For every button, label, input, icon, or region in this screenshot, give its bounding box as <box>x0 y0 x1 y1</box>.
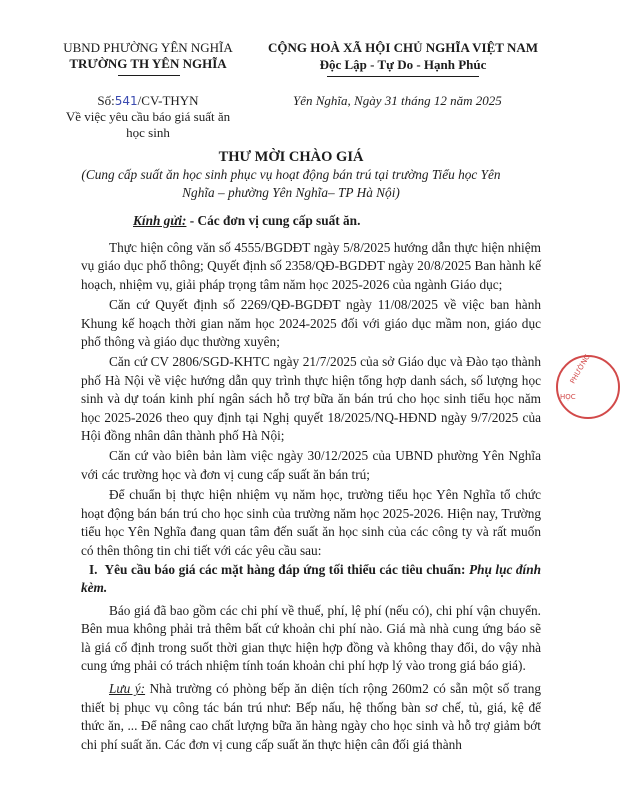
body-paragraph-2: Căn cứ Quyết định số 2269/QĐ-BGDĐT ngày 11/08/2025 về việc ban hành Khung kế hoạch thời gian năm học 2024-2025 đối với giáo dục mầm non, giáo dục phổ thông và giáo dục thường xuyên; <box>81 297 541 350</box>
org-underline <box>118 75 180 76</box>
recipient <box>133 213 360 229</box>
letter-title: THƯ MỜI CHÀO GIÁ <box>218 149 364 165</box>
stamp-text-top: PHƯỜNG <box>568 352 592 386</box>
note-text: Nhà trường có phòng bếp ăn diện tích rộng 260m2 có sẵn một số trang thiết bị phục vụ công tác bán trú như: Bếp nấu, hệ thống bàn sơ chế, tủ, giá, kệ để thức ăn, ... Để nâng cao chất lượng bữa ăn hàng ngày cho học sinh và hỗ trợ giảm bớt chi phí suất ăn. Các đơn vị cung cấp suất ăn thực hiện cân đối giá thành <box>81 681 542 752</box>
doc-number <box>63 93 233 109</box>
org-line-2: TRƯỜNG TH YÊN NGHĨA <box>69 56 227 71</box>
subject-line-1: Về việc yêu cầu báo giá suất ăn <box>65 109 231 124</box>
recipient-label: Kính gửi: <box>133 213 187 228</box>
body-paragraph-7 <box>81 680 541 754</box>
letter-subtitle-1: (Cung cấp suất ăn học sinh phục vụ hoạt động bán trú tại trường Tiểu học Yên <box>81 167 501 182</box>
doc-number-prefix: Số: <box>97 93 115 108</box>
nation-line-2: Độc Lập - Tự Do - Hạnh Phúc <box>319 57 487 72</box>
body-paragraph-3: Căn cứ CV 2806/SGD-KHTC ngày 21/7/2025 của sở Giáo dục và Đào tạo thành phố Hà Nội về việc hướng dẫn quy trình thực hiện tổng hợp danh sách, số lượng học sinh và dự toán kinh phí ngân sách hỗ trợ bữa ăn bán trú cho học sinh tiểu học năm học 2025-2026 theo quy định tại Nghị quyết 18/2025/NQ-HĐND ngày 9/7/2025 của Hội đồng nhân dân thành phố Hà Nội; <box>81 354 541 444</box>
red-seal-stamp <box>556 352 620 419</box>
org-line-1: UBND PHƯỜNG YÊN NGHĨA <box>63 40 233 55</box>
subject-line-2: học sinh <box>126 125 170 140</box>
note-label: Lưu ý: <box>109 681 146 697</box>
doc-number-handwritten: 541 <box>114 94 138 108</box>
body-paragraph-1: Thực hiện công văn số 4555/BGDĐT ngày 5/8/2025 hướng dẫn thực hiện nhiệm vụ giáo dục phổ thông; Quyết định số 2358/QĐ-BGDĐT ngày 20/8/2025 Ban hành kế hoạch, nhiệm vụ, giải pháp trọng tâm năm học 2025-2026 của ngành Giáo dục; <box>81 240 541 292</box>
section-title-italic: Phụ lục đính kèm. <box>81 561 542 596</box>
section-heading <box>81 561 541 598</box>
nation-line-1: CỘNG HOÀ XÃ HỘI CHỦ NGHĨA VIỆT NAM <box>267 40 539 55</box>
section-title: Yêu cầu báo giá các mặt hàng đáp ứng tối thiểu các tiêu chuẩn: <box>104 561 469 577</box>
stamp-text-side: HỌC <box>560 393 576 401</box>
body-paragraph-4: Căn cứ vào biên bản làm việc ngày 30/12/2025 của UBND phường Yên Nghĩa với các trường học và đơn vị cung cấp suất ăn bán trú; <box>81 448 541 482</box>
section-number: I. <box>89 561 98 577</box>
body-paragraph-5: Để chuẩn bị thực hiện nhiệm vụ năm học, trường tiểu học Yên Nghĩa tổ chức hoạt động bán bán trú cho học sinh của trường năm học 2025-2026. Hiện nay, Trường tiểu học Yên Nghĩa đang quan tâm đến suất ăn học sinh của các công ty và rất muốn có thên thông tin chi tiết với các yêu cầu sau: <box>81 487 541 558</box>
nation-underline <box>327 76 479 77</box>
letter-body <box>81 239 541 754</box>
recipient-text: - Các đơn vị cung cấp suất ăn. <box>186 213 361 228</box>
doc-number-suffix: /CV-THYN <box>137 93 199 108</box>
body-paragraph-6: Báo giá đã bao gồm các chi phí về thuế, phí, lệ phí (nếu có), chi phí vận chuyển. Bên mua không phải trả thêm bất cứ khoản chi phí nào. Giá mà nhà cung ứng báo sẽ là giá cố định trong suốt thời gian thực hiện hợp đồng và không thay đổi, do vậy nhà cung ứng phải có trách nhiệm tính toán khoản chi phí hợp lý vào trong giá báo giá). <box>81 602 541 673</box>
place-date <box>293 93 502 109</box>
place-date-text: Yên Nghĩa, Ngày 31 tháng 12 năm 2025 <box>293 93 502 108</box>
letter-subtitle-2: Nghĩa – phường Yên Nghĩa– TP Hà Nội) <box>182 185 400 200</box>
